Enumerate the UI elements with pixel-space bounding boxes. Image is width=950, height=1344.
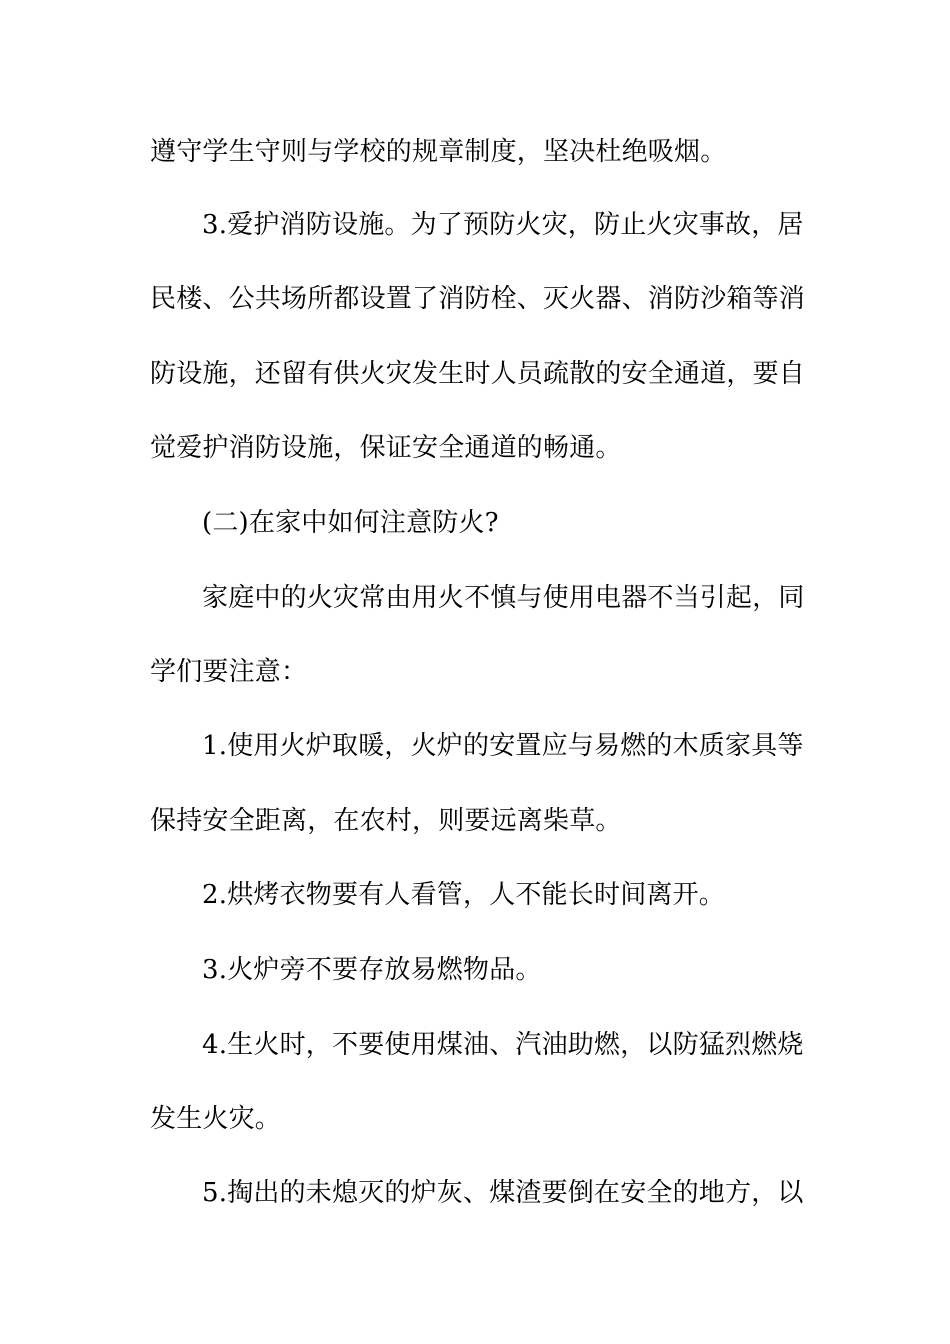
text-line: 2.烘烤衣物要有人看管，人不能长时间离开。 <box>202 880 726 910</box>
text-line: 发生火灾。 <box>150 1104 282 1134</box>
text-line: 遵守学生守则与学校的规章制度，坚决杜绝吸烟。 <box>150 137 727 167</box>
text-line: 保持安全距离，在农村，则要远离柴草。 <box>150 806 622 836</box>
text-line: 3.爱护消防设施。为了预防火灾，防止火灾事故，居 <box>202 210 804 240</box>
text-line: 5.掏出的未熄灭的炉灰、煤渣要倒在安全的地方，以 <box>202 1178 804 1208</box>
section-heading: (二)在家中如何注意防火? <box>202 508 499 538</box>
text-line: 觉爱护消防设施，保证安全通道的畅通。 <box>150 433 622 463</box>
text-line: 民楼、公共场所都设置了消防栓、灭火器、消防沙箱等消 <box>150 284 806 314</box>
text-line: 3.火炉旁不要存放易燃物品。 <box>202 955 542 985</box>
text-line: 家庭中的火灾常由用火不慎与使用电器不当引起，同 <box>202 583 805 613</box>
text-line: 4.生火时，不要使用煤油、汽油助燃，以防猛烈燃烧 <box>202 1030 804 1060</box>
text-line: 学们要注意： <box>150 657 308 687</box>
text-line: 1.使用火炉取暖，火炉的安置应与易燃的木质家具等 <box>202 731 804 761</box>
text-line: 防设施，还留有供火灾发生时人员疏散的安全通道，要自 <box>150 359 806 389</box>
